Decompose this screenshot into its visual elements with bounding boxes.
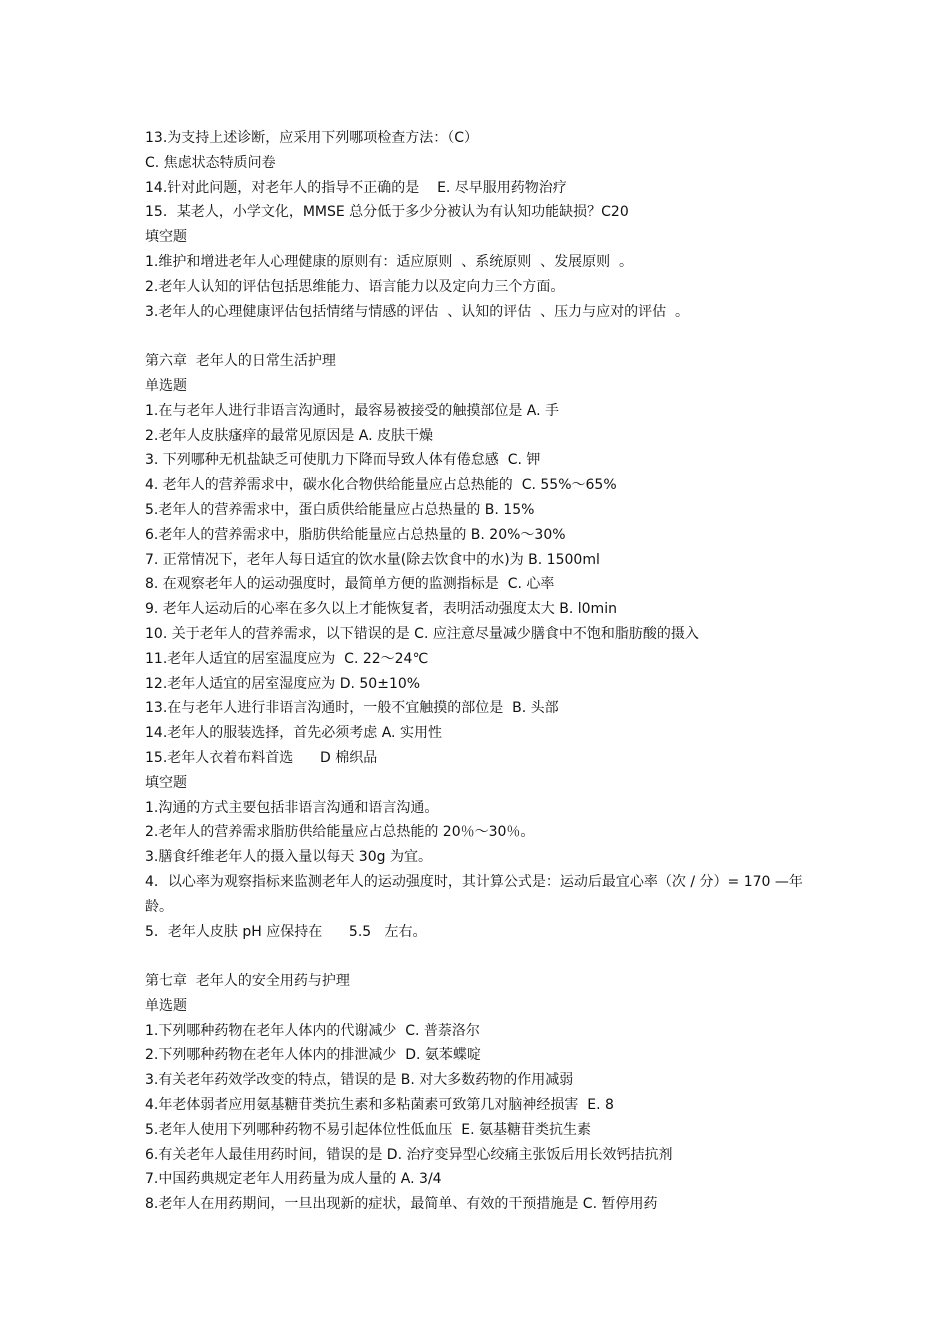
text-line: C. 焦虑状态特质问卷 (145, 154, 276, 171)
text-line: 11.老年人适宜的居室温度应为 C. 22～24℃ (145, 650, 429, 667)
section-subheading: 单选题 (145, 997, 187, 1014)
text-line: 5.老年人使用下列哪种药物不易引起体位性低血压 E. 氨基糖苷类抗生素 (145, 1121, 592, 1138)
text-line: 8. 在观察老年人的运动强度时，最简单方便的监测指标是 C. 心率 (145, 576, 555, 593)
section-subheading: 单选题 (145, 377, 187, 394)
text-line: 2.老年人皮肤瘙痒的最常见原因是 A. 皮肤干燥 (145, 427, 434, 444)
blank-line (145, 944, 825, 969)
text-line: 3.有关老年药效学改变的特点，错误的是 B. 对大多数药物的作用减弱 (145, 1072, 574, 1089)
text-paragraph: 4．以心率为观察指标来监测老年人的运动强度时，其计算公式是：运动后最宜心率（次 / 分）= 170 —年龄。 (145, 873, 803, 915)
text-line: 10. 关于老年人的营养需求，以下错误的是 C. 应注意尽量减少膳食中不饱和脂肪酸的摄入 (145, 625, 699, 642)
text-line: 7. 正常情况下，老年人每日适宜的饮水量(除去饮食中的水)为 B. 1500ml (145, 551, 600, 568)
text-line: 14.老年人的服装选择，首先必须考虑 A. 实用性 (145, 725, 442, 742)
text-line: 7.中国药典规定老年人用药量为成人量的 A. 3/4 (145, 1171, 442, 1188)
text-line: 4. 老年人的营养需求中，碳水化合物供给能量应占总热能的 C. 55%～65% (145, 477, 617, 494)
section-subheading: 填空题 (145, 774, 187, 791)
text-line: 8.老年人在用药期间，一旦出现新的症状，最简单、有效的干预措施是 C. 暂停用药 (145, 1196, 658, 1213)
text-line: 6.老年人的营养需求中，脂肪供给能量应占总热量的 B. 20%～30% (145, 526, 566, 543)
text-line: 5.老年人的营养需求中，蛋白质供给能量应占总热量的 B. 15% (145, 501, 535, 518)
text-line: 1.沟通的方式主要包括非语言沟通和语言沟通。 (145, 799, 439, 816)
text-line: 6.有关老年人最佳用药时间，错误的是 D. 治疗变异型心绞痛主张饭后用长效钙拮抗剂 (145, 1146, 673, 1163)
text-line: 15．某老人，小学文化，MMSE 总分低于多少分被认为有认知功能缺损？C20 (145, 204, 629, 221)
text-line: 13.在与老年人进行非语言沟通时，一般不宜触摸的部位是 B. 头部 (145, 700, 559, 717)
chapter-heading: 第六章 老年人的日常生活护理 (145, 353, 336, 370)
blank-line (145, 324, 825, 349)
text-line: 5．老年人皮肤 pH 应保持在 5.5 左右。 (145, 923, 427, 940)
text-line: 1.下列哪种药物在老年人体内的代谢减少 C. 普萘洛尔 (145, 1022, 480, 1039)
document-body (145, 126, 825, 1217)
text-line: 3.老年人的心理健康评估包括情绪与情感的评估 、认知的评估 、压力与应对的评估 。 (145, 303, 690, 320)
text-line: 1.在与老年人进行非语言沟通时，最容易被接受的触摸部位是 A. 手 (145, 402, 560, 419)
text-line: 4.年老体弱者应用氨基糖苷类抗生素和多粘菌素可致第几对脑神经损害 E. 8 (145, 1097, 614, 1114)
text-line: 12.老年人适宜的居室湿度应为 D. 50±10% (145, 675, 421, 692)
text-line: 14.针对此问题，对老年人的指导不正确的是 E. 尽早服用药物治疗 (145, 179, 567, 196)
chapter-heading: 第七章 老年人的安全用药与护理 (145, 973, 350, 990)
text-line: 1.维护和增进老年人心理健康的原则有：适应原则 、系统原则 、发展原则 。 (145, 253, 634, 270)
text-line: 3. 下列哪种无机盐缺乏可使肌力下降而导致人体有倦怠感 C. 钾 (145, 452, 541, 469)
text-line: 3.膳食纤维老年人的摄入量以每天 30g 为宜。 (145, 849, 432, 866)
text-line: 2.下列哪种药物在老年人体内的排泄减少 D. 氨苯蝶啶 (145, 1047, 481, 1064)
text-line: 2.老年人的营养需求脂肪供给能量应占总热能的 20％～30％。 (145, 824, 535, 841)
text-line: 13.为支持上述诊断，应采用下列哪项检查方法：（C） (145, 130, 479, 146)
text-line: 15.老年人衣着布料首选 D 棉织品 (145, 749, 378, 766)
text-line: 2.老年人认知的评估包括思维能力、语言能力以及定向力三个方面。 (145, 278, 565, 295)
text-line: 9. 老年人运动后的心率在多久以上才能恢复者，表明活动强度太大 B. l0min (145, 601, 617, 618)
section-subheading: 填空题 (145, 229, 187, 246)
